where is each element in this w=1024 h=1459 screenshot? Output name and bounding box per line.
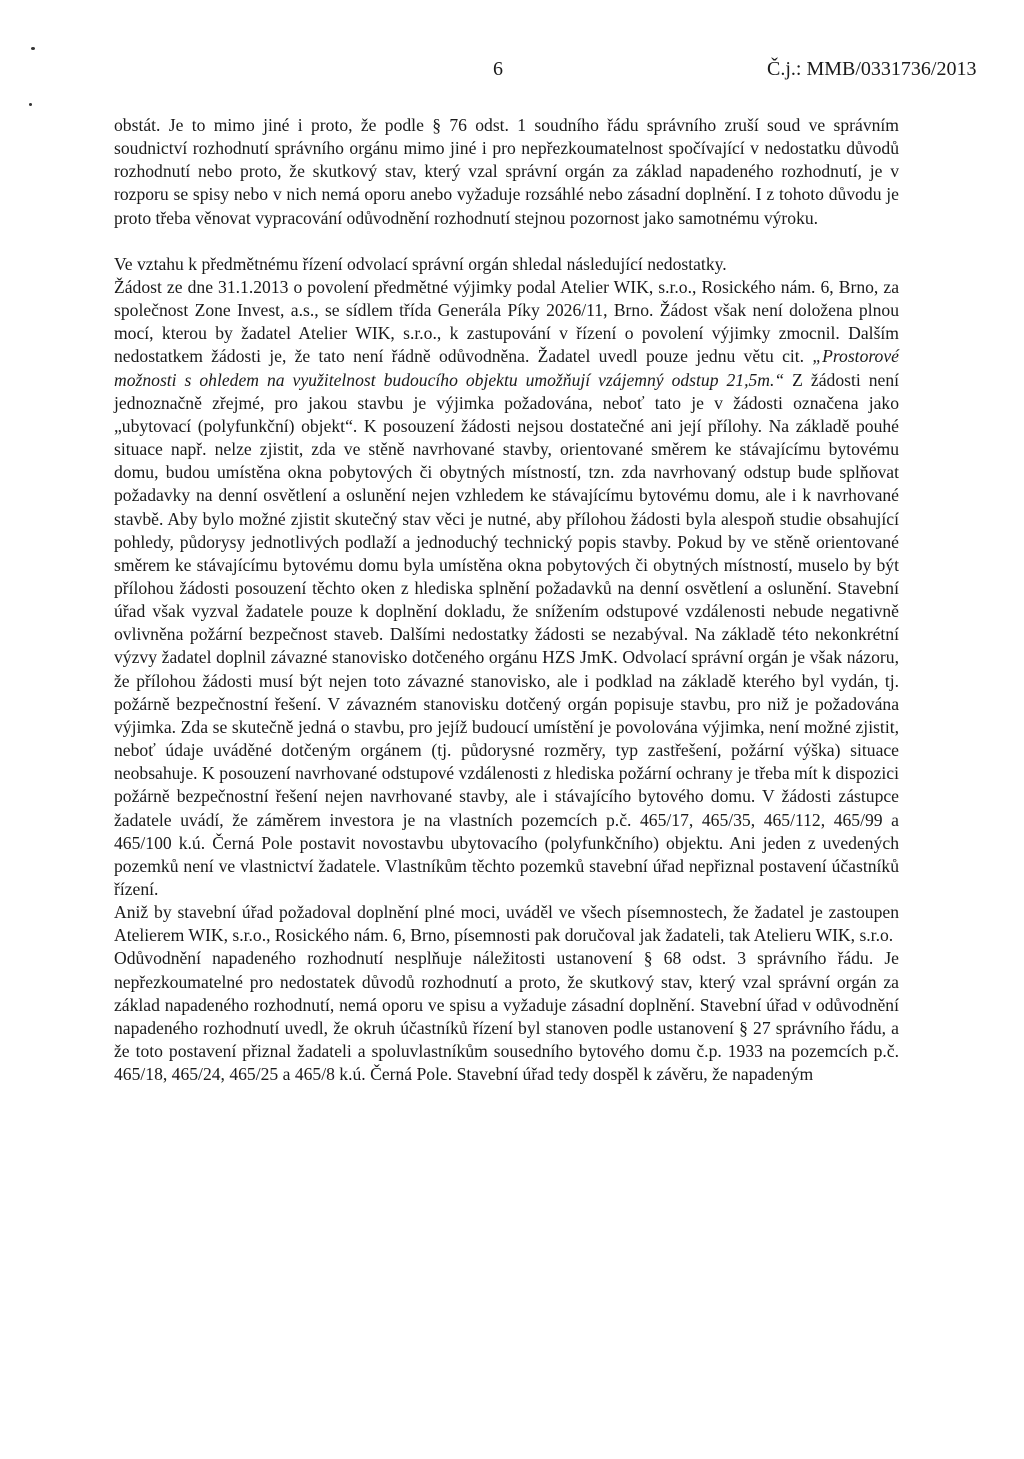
paragraph-application-deficiencies bbox=[114, 276, 899, 901]
quoted-justification: „Prostorové možnosti s ohledem na využitelnost budoucího objektu umožňují vzájemný odstup 21,5m.“ bbox=[114, 346, 899, 390]
application-text: Žádost ze dne 31.1.2013 o povolení předmětné výjimky podal Atelier WIK, s.r.o., Rosického nám. 6, Brno, za společnost Zone Invest, a.s., se sídlem třída Generála Píky 2026/11, Brno. Žádost však není doložena plnou mocí, kterou by žadatel Atelier WIK, s.r.o., k zastupování v řízení o povolení výjimky zmocnil. Dalším nedostatkem žádosti je, že tato není řádně odůvodněna. Žadatel uvedl pouze jednu větu cit. bbox=[114, 276, 899, 367]
reference-number: Č.j.: MMB/0331736/2013 bbox=[767, 58, 977, 80]
page-number: 6 bbox=[493, 58, 503, 80]
application-analysis: Z žádosti není jednoznačně zřejmé, pro jakou stavbu je výjimka požadována, neboť tato je v žádosti označena jako „ubytovací (polyfunkční) objekt“. K posouzení žádosti nejsou dostatečné ani její přílohy. Na základě pouhé situace např. nelze zjistit, zda ve stěně navrhované stavby, orientované směrem ke stávajícímu bytovému domu, budou umístěna okna pobytových či obytných místností, tzn. zda navrhovaný odstup bude splňovat požadavky na denní osvětlení a oslunění nejen vzhledem ke stávajícímu bytovému domu, ale i k navrhované stavbě. Aby bylo možné zjistit skutečný stav věci je nutné, aby přílohou žádosti byla alespoň studie obsahující pohledy, půdorysy jednotlivých podlaží a jednoduchý technický popis stavby. Pokud by ve stěně orientované směrem ke stávajícímu bytovému domu byla umístěna okna pobytových či obytných místností, muselo by být přílohou žádosti posouzení těchto oken z hlediska splnění požadavků na denní osvětlení a oslunění. Stavební úřad však vyzval žadatele pouze k doplnění dokladu, že snížením odstupové vzdálenosti nebude negativně ovlivněna požární bezpečnost staveb. Dalšími nedostatky žádosti se nezabýval. Na základě této nekonkrétní výzvy žadatel doplnil závazné stanovisko dotčeného orgánu HZS JmK. Odvolací správní orgán je však názoru, že přílohou žádosti musí být nejen toto závazné stanovisko, ale i podklad na základě kterého byl vydán, tj. požárně bezpečnostní řešení. V závazném stanovisku dotčený orgán popisuje stavbu, pro niž je požadována výjimka. Zda se skutečně jedná o stavbu, pro jejíž budoucí umístění je povolována výjimka, není možné zjistit, neboť údaje uváděné dotčeným orgánem (tj. půdorysné rozměry, typ zastřešení, požární výška) situace neobsahuje. K posouzení navrhované odstupové vzdálenosti z hlediska požární ochrany je třeba mít k dispozici požárně bezpečnostní řešení nejen navrhované stavby, ale i stávajícího bytového domu. V žádosti zástupce žadatele uvádí, že záměrem investora je na vlastních pozemcích p.č. 465/17, 465/35, 465/112, 465/99 a 465/100 k.ú. Černá Pole postavit novostavbu ubytovacího (polyfunkčního) objektu. Ani jeden z uvedených pozemků není ve vlastnictví žadatele. Vlastníkům těchto pozemků stavební úřad nepřiznal postavení účastníků řízení. bbox=[114, 369, 900, 899]
paragraph-deficiencies-intro: Ve vztahu k předmětnému řízení odvolací správní orgán shledal následující nedostatky. bbox=[114, 253, 727, 274]
paragraph-reasoning: obstát. Je to mimo jiné i proto, že podle § 76 odst. 1 soudního řádu správního zruší soud ve správním soudnictví rozhodnutí správního orgánu mimo jiné i pro nepřezkoumatelnost spočívající v nedostatku důvodů rozhodnutí nebo proto, že skutkový stav, který vzal správní orgán za základ napadeného rozhodnutí, je v rozporu se spisy nebo v nich nemá oporu anebo vyžaduje rozsáhlé nebo zásadní doplnění. I z tohoto důvodu je proto třeba věnovat vypracování odůvodnění rozhodnutí stejnou pozornost jako samotnému výroku. bbox=[114, 115, 899, 228]
page-header bbox=[0, 58, 1024, 88]
body-text bbox=[114, 114, 899, 1086]
paragraph-justification-requirements: Odůvodnění napadeného rozhodnutí nesplňuje náležitosti ustanovení § 68 odst. 3 správního řádu. Je nepřezkoumatelné pro nedostatek důvodů rozhodnutí a proto, že skutkový stav, který vzal správní orgán za základ napadeného rozhodnutí, nemá oporu ve spisu a vyžaduje zásadní doplnění. Stavební úřad v odůvodnění napadeného rozhodnutí uvedl, že okruh účastníků řízení byl stanoven podle ustanovení § 27 správního řádu, a že toto postavení přiznal žadateli a spoluvlastníkům sousedního bytového domu č.p. 1933 na pozemcích p.č. 465/18, 465/24, 465/25 a 465/8 k.ú. Černá Pole. Stavební úřad tedy dospěl k závěru, že napadeným bbox=[114, 948, 899, 1085]
paragraph-power-of-attorney: Aniž by stavební úřad požadoval doplnění plné moci, uváděl ve všech písemnostech, že žadatel je zastoupen Atelierem WIK, s.r.o., Rosického nám. 6, Brno, písemnosti pak doručoval jak žadateli, tak Atelieru WIK, s.r.o. bbox=[114, 902, 899, 946]
scan-speck bbox=[29, 103, 32, 106]
scan-speck bbox=[31, 47, 35, 50]
